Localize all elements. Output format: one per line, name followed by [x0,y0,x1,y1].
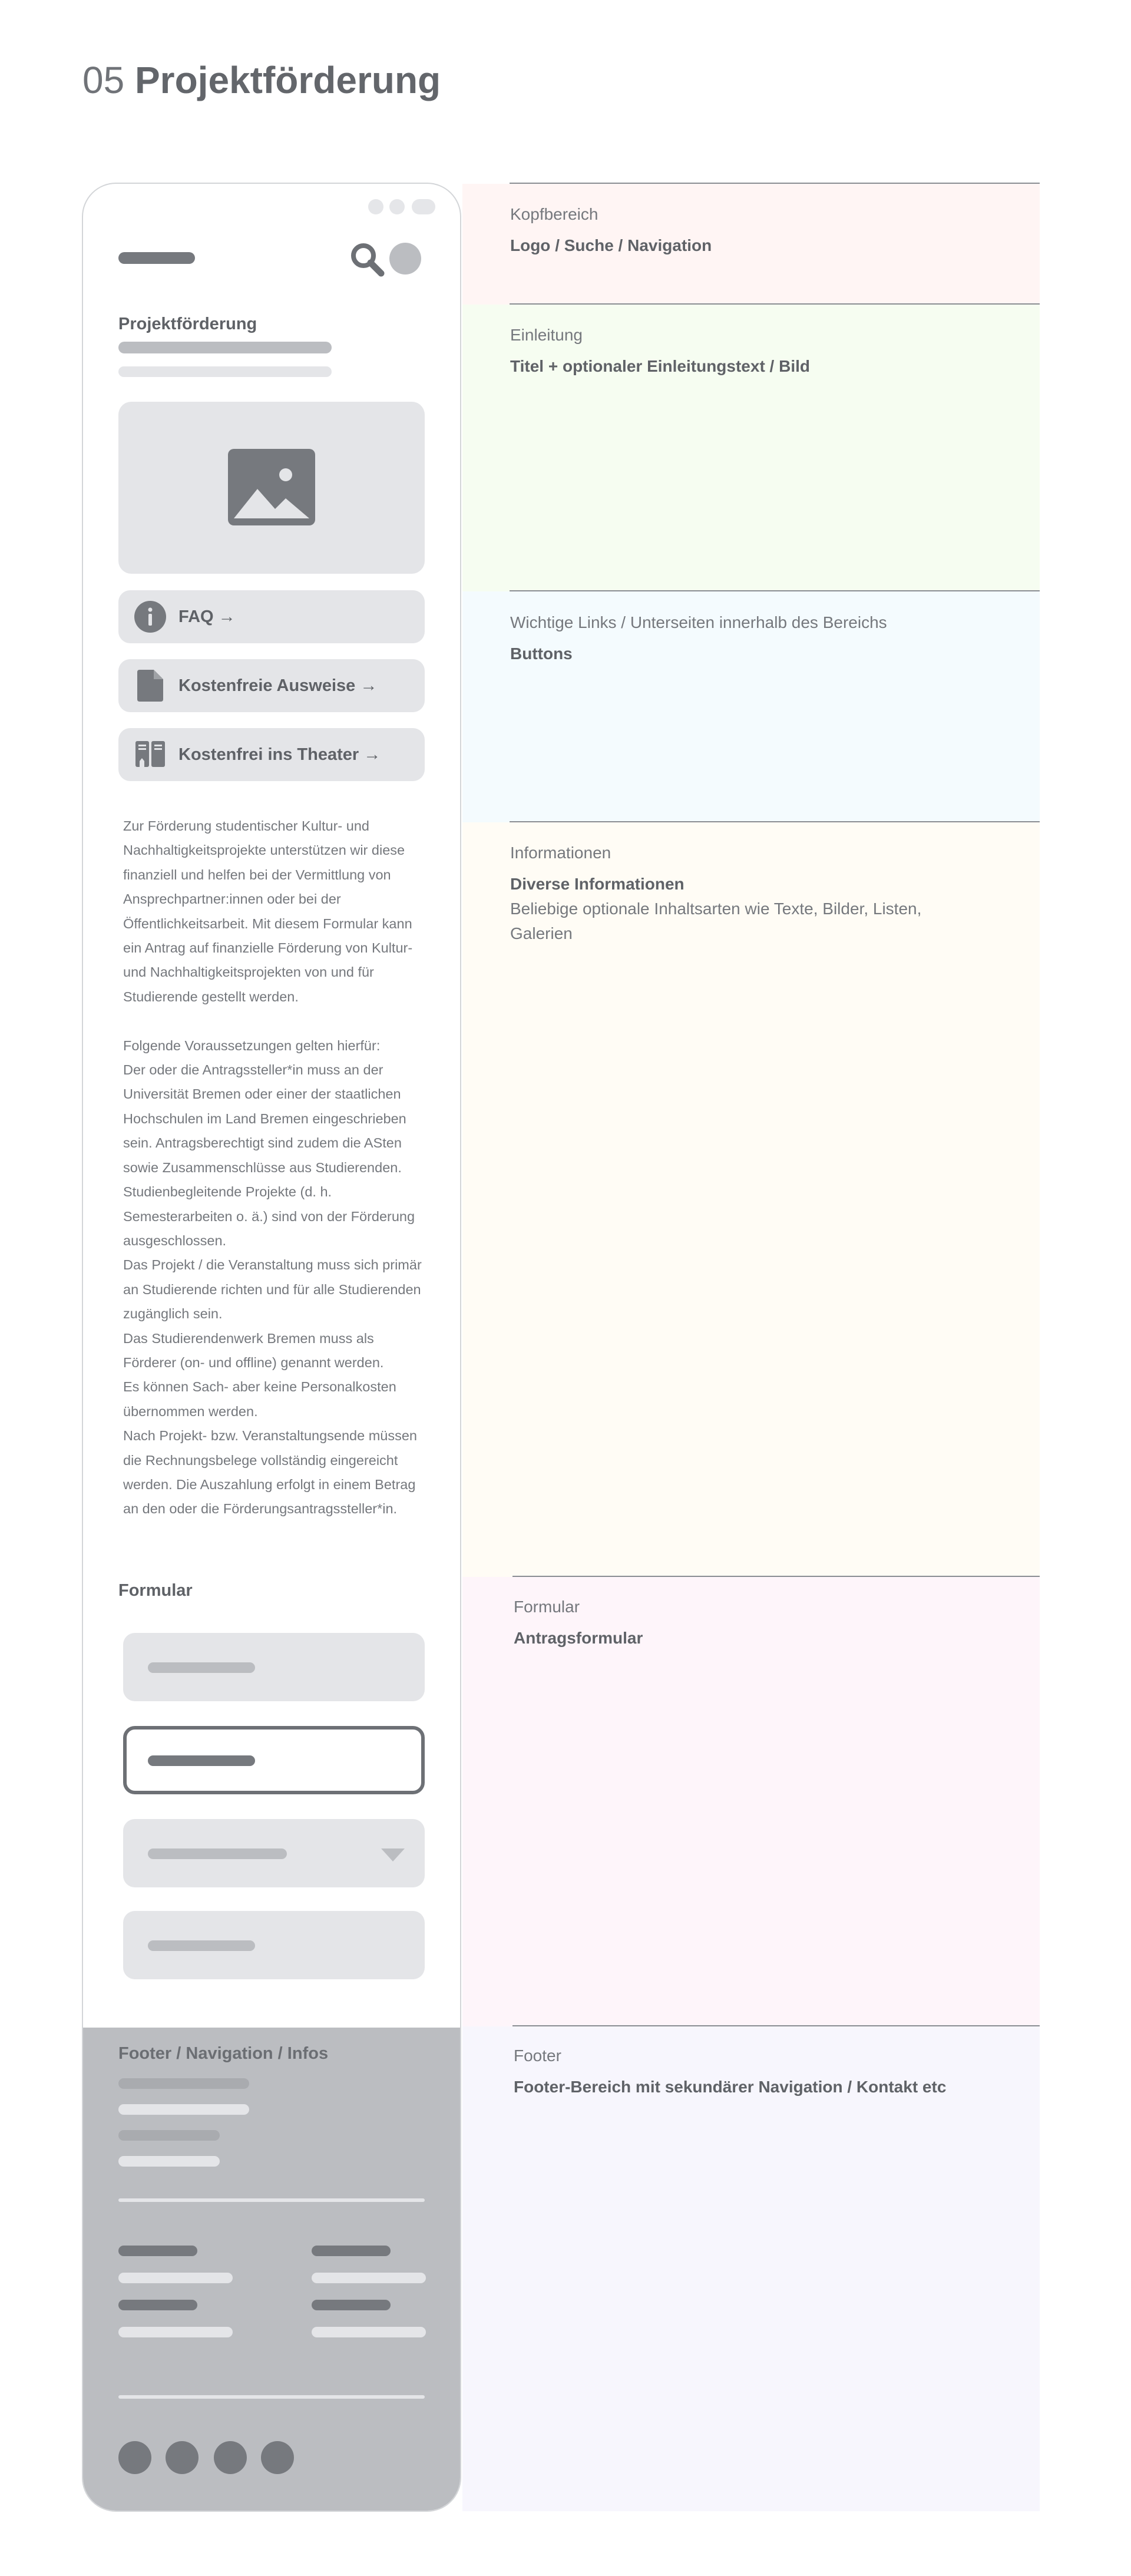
band-footer [462,2026,1040,2511]
footer-link[interactable] [118,2273,233,2283]
theater-button-label: Kostenfrei ins Theater → [178,745,381,764]
divider-footer [512,2025,1040,2026]
divider-einleitung [510,303,1040,305]
theater-button[interactable] [118,728,425,781]
form-field[interactable] [123,1633,425,1701]
annotation-label: Formular [514,1598,580,1616]
image-icon [228,449,315,528]
divider-informationen [510,821,1040,822]
annotation-value: Antragsformular [514,1629,643,1647]
social-icon-3[interactable] [214,2441,247,2474]
info-icon [134,600,167,633]
search-icon[interactable] [349,242,385,277]
phone-mockup [82,183,461,2512]
footer-divider [118,2198,425,2202]
select-placeholder [148,1848,287,1859]
footer-link[interactable] [118,2104,249,2115]
field-placeholder [148,1662,255,1673]
annotation-value: Footer-Bereich mit sekundärer Navigation / Kontakt etc [514,2078,947,2096]
hero-image [118,402,425,574]
subtitle-placeholder [118,342,332,353]
book-icon [134,738,167,771]
social-icon-2[interactable] [166,2441,199,2474]
ausweise-button-label: Kostenfreie Ausweise → [178,676,378,695]
faq-button[interactable] [118,590,425,643]
status-dot [368,199,383,214]
form-heading: Formular [118,1581,193,1600]
ausweise-button[interactable] [118,659,425,712]
divider-kopfbereich [510,183,1040,184]
document-icon [134,669,167,702]
footer-col-heading [312,2246,391,2256]
footer-heading: Footer / Navigation / Infos [118,2044,329,2063]
phone-page-title: Projektförderung [118,315,257,333]
field-placeholder [148,1940,255,1951]
faq-button-label: FAQ → [178,607,236,626]
logo-placeholder[interactable] [118,252,195,264]
footer [83,2028,461,2512]
band-einleitung [462,305,1040,591]
annotation-value: Logo / Suche / Navigation [510,236,712,254]
footer-link[interactable] [118,2327,233,2337]
footer-divider [118,2395,425,2399]
footer-link[interactable] [312,2273,426,2283]
footer-link[interactable] [118,2156,220,2167]
annotation-value: Buttons [510,644,573,663]
footer-link[interactable] [312,2327,426,2337]
avatar[interactable] [389,243,421,275]
footer-link[interactable] [118,2078,249,2089]
status-pill [412,199,435,214]
form-select[interactable] [123,1819,425,1887]
footer-link[interactable] [118,2130,220,2141]
annotation-label: Informationen [510,844,611,862]
annotation-label: Einleitung [510,326,583,344]
information-text: Zur Förderung studentischer Kultur- und Nachhaltigkeitsprojekte unterstützen wir diese finanziell und helfen bei der Vermittlung von Ansprechpartner:innen oder bei der Öffentlichkeitsarbeit. Mit diesem Formular kann ein Antrag auf finanzielle Förderung von Kultur- und Nachhaltigkeitsprojekten von und für Studierende gestellt werden. Folgende Voraussetzungen gelten hierfür: Der oder die Antragssteller*in muss an der Universität Bremen oder einer der staatlichen Hochschulen im Land Bremen eingeschrieben sein. Antragsberechtigt sind zudem die ASten sowie Zusammenschlüsse aus Studierenden. Studienbegleitende Projekte (d. h. Semesterarbeiten o. ä.) sind von der Förderung ausgeschlossen. Das Projekt / die Veranstaltung muss sich primär an Studierende richten und für alle Studierenden zugänglich sein. Das Studierendenwerk Bremen muss als Förderer (on- und offline) genannt werden. Es können Sach- aber keine Personalkosten übernommen werden. Nach Projekt- bzw. Veranstaltungsende müssen die Rechnungsbelege vollständig eingereicht werden. Die Auszahlung erfolgt in einem Betrag an den oder die Förderungsantragssteller*in. [123,818,422,1517]
field-value [148,1755,255,1766]
subtitle-placeholder [118,366,332,377]
divider-links [510,590,1040,591]
form-field-focused[interactable] [123,1726,425,1794]
annotation-value: Titel + optionaler Einleitungstext / Bild [510,357,810,375]
annotation-description: Beliebige optionale Inhaltsarten wie Texte, Bilder, Listen, Galerien [510,900,922,943]
section-number: 05 [82,59,125,101]
annotation-label: Footer [514,2046,561,2065]
annotation-value: Diverse Informationen [510,875,684,893]
social-icon-4[interactable] [261,2441,294,2474]
footer-col-heading [312,2300,391,2310]
footer-col-heading [118,2300,197,2310]
social-icon-1[interactable] [118,2441,151,2474]
status-dot [389,199,405,214]
form-field[interactable] [123,1911,425,1979]
footer-col-heading [118,2246,197,2256]
page-title: Projektförderung [134,59,441,101]
divider-formular [512,1576,1040,1577]
chevron-down-icon [381,1847,405,1864]
page-heading [82,61,441,99]
annotation-label: Wichtige Links / Unterseiten innerhalb des Bereichs [510,613,887,631]
annotation-label: Kopfbereich [510,205,598,223]
